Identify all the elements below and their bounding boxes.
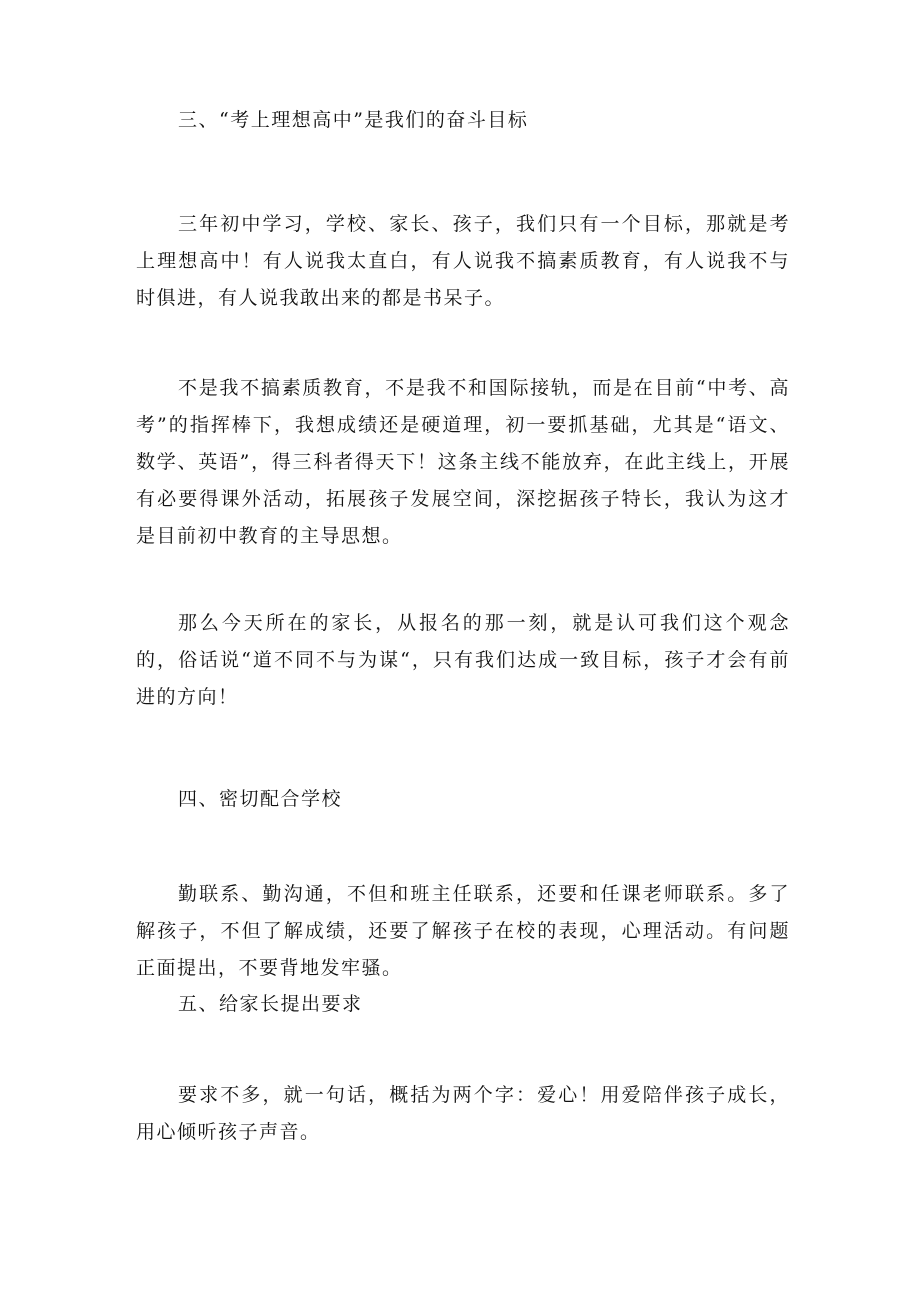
paragraph-parents-consensus: 那么今天所在的家长，从报名的那一刻，就是认可我们这个观念的，俗话说“道不同不与为谋“，只有我们达成一致目标，孩子才会有前进的方向！ xyxy=(136,612,790,708)
paragraph-quality-education: 不是我不搞素质教育，不是我不和国际接轨，而是在目前“中考、高考”的指挥棒下，我想成绩还是硬道理，初一要抓基础，尤其是“语文、数学、英语”，得三科者得天下！这条主线不能放弃，在此主线上，开展有必要得课外活动，拓展孩子发展空间，深挖据孩子特长，我认为这才是目前初中教育的主导思想。 xyxy=(136,377,790,547)
paragraph-cooperate-school: 勤联系、勤沟通，不但和班主任联系，还要和任课老师联系。多了解孩子，不但了解成绩，还要了解孩子在校的表现，心理活动。有问题正面提出，不要背地发牢骚。 xyxy=(136,883,790,979)
section-heading-5: 五、给家长提出要求 xyxy=(178,993,363,1015)
paragraph-requirements: 要求不多，就一句话，概括为两个字：爱心！用爱陪伴孩子成长，用心倾听孩子声音。 xyxy=(136,1084,790,1143)
section-heading-4: 四、密切配合学校 xyxy=(178,788,343,810)
paragraph-goal: 三年初中学习，学校、家长、孩子，我们只有一个目标，那就是考上理想高中！有人说我太直白，有人说我不搞素质教育，有人说我不与时俱进，有人说我敢出来的都是书呆子。 xyxy=(136,213,790,309)
section-heading-3: 三、“考上理想高中”是我们的奋斗目标 xyxy=(178,109,529,131)
